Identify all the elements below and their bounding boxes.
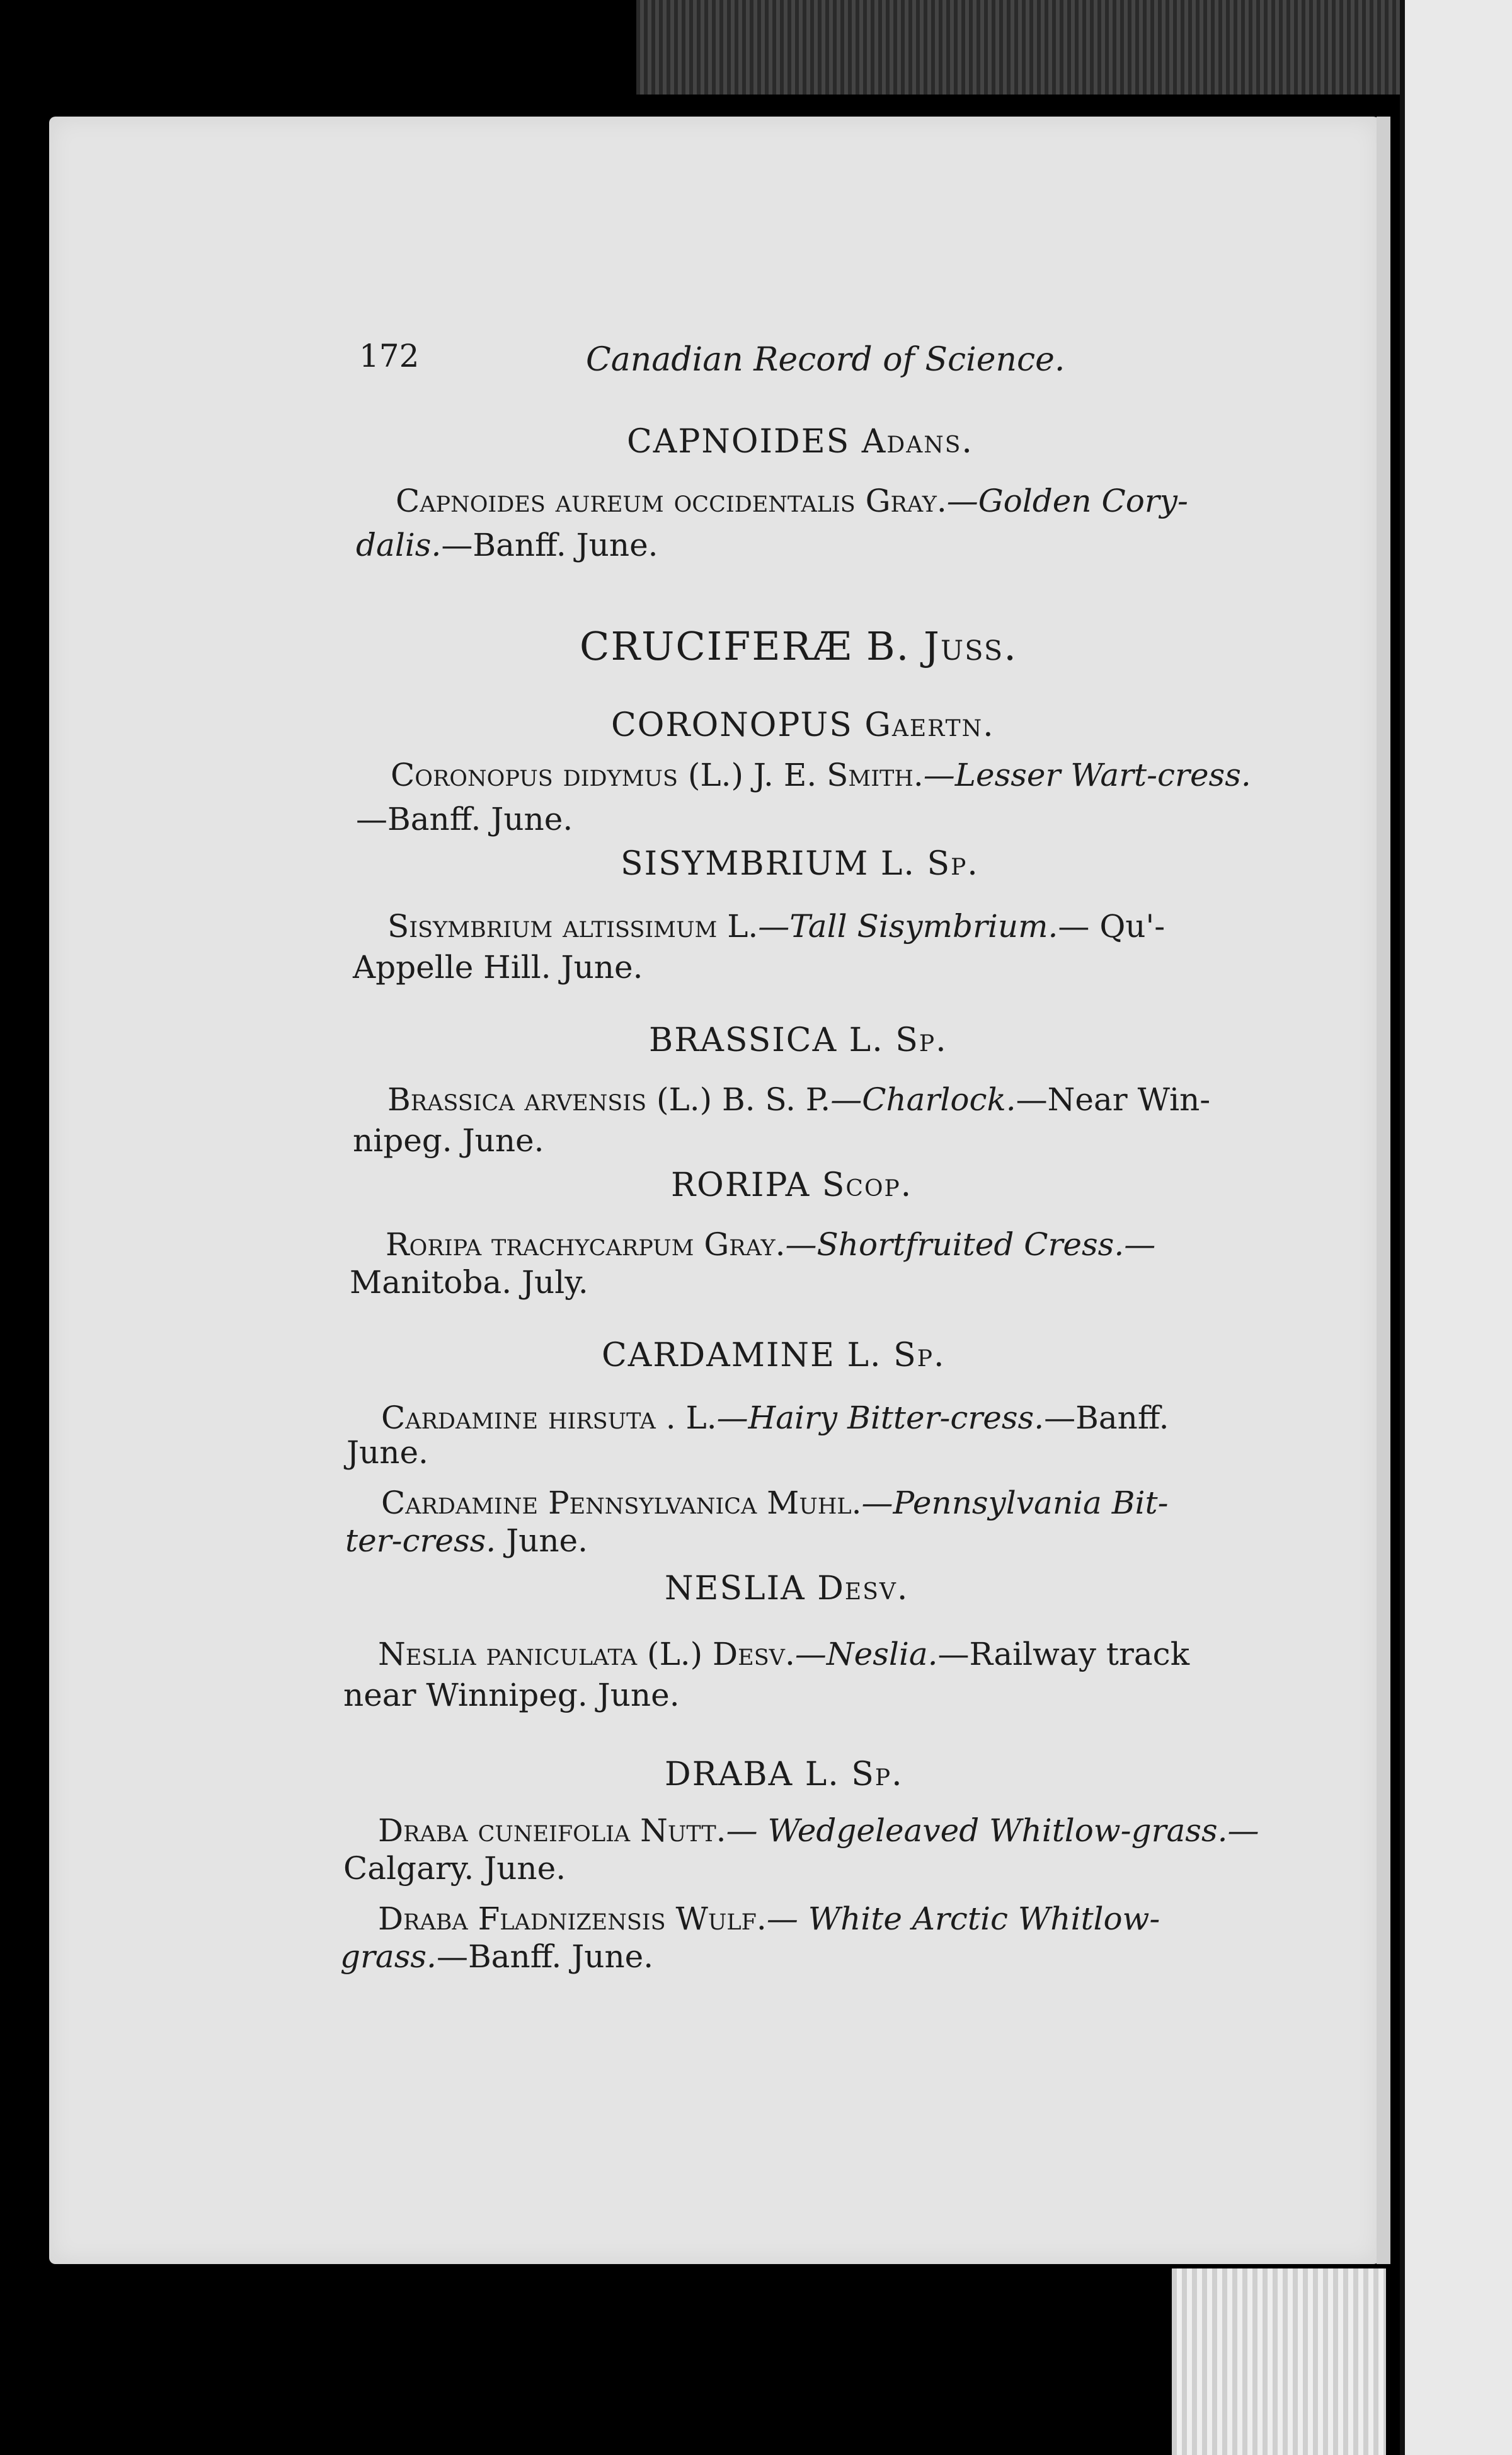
species-entry-line2: —Banff. June. [356, 801, 573, 837]
species-entry-line1: Draba cuneifolia Nutt.— Wedgeleaved Whitlow-grass.— [378, 1812, 1259, 1849]
scan-edge-top [636, 0, 1405, 95]
species-entry-line1: Brassica arvensis (L.) B. S. P.—Charlock.—Near Win- [387, 1081, 1211, 1118]
scan-edge-bottom [1172, 2268, 1386, 2455]
species-entry-line1: Neslia paniculata (L.) Desv.—Neslia.—Railway track [378, 1636, 1189, 1672]
genus-heading: CAPNOIDES Adans. [627, 423, 973, 461]
running-title: Canadian Record of Science. [586, 341, 1065, 379]
species-entry-line2: ter-cress. June. [345, 1522, 588, 1559]
adjacent-page-strip [1405, 0, 1512, 2455]
species-entry-line1: Cardamine Pennsylvanica Muhl.—Pennsylvania Bit- [381, 1485, 1169, 1521]
page-number: 172 [359, 338, 420, 374]
species-entry-line2: June. [346, 1434, 428, 1471]
genus-heading: RORIPA Scop. [671, 1166, 913, 1204]
page-spine [1377, 117, 1390, 2264]
species-entry-line2: Calgary. June. [343, 1850, 566, 1887]
genus-heading: CARDAMINE L. Sp. [602, 1337, 946, 1374]
genus-heading: BRASSICA L. Sp. [649, 1021, 948, 1059]
species-entry-line2: Manitoba. July. [350, 1264, 588, 1301]
species-entry-line2: grass.—Banff. June. [340, 1938, 654, 1975]
species-entry-line1: Sisymbrium altissimum L.—Tall Sisymbrium.— Qu'- [387, 908, 1166, 945]
genus-heading: DRABA L. Sp. [665, 1756, 903, 1793]
species-entry-line1: Draba Fladnizensis Wulf.— White Arctic Whitlow- [378, 1900, 1160, 1937]
species-entry-line1: Capnoides aureum occidentalis Gray.—Golden Cory- [396, 483, 1188, 519]
species-entry-line1: Coronopus didymus (L.) J. E. Smith.—Lesser Wart-cress. [391, 757, 1251, 793]
genus-heading: CORONOPUS Gaertn. [611, 706, 995, 744]
species-entry-line2: nipeg. June. [353, 1122, 544, 1159]
species-entry-line2: near Winnipeg. June. [343, 1677, 680, 1713]
family-heading: CRUCIFERÆ B. Juss. [580, 623, 1017, 669]
species-entry-line2: dalis.—Banff. June. [356, 527, 658, 563]
genus-heading: SISYMBRIUM L. Sp. [621, 845, 979, 883]
species-entry-line1: Cardamine hirsuta . L.—Hairy Bitter-cress.—Banff. [381, 1400, 1169, 1436]
species-entry-line2: Appelle Hill. June. [353, 949, 643, 986]
genus-heading: NESLIA Desv. [665, 1570, 909, 1607]
species-entry-line1: Roripa trachycarpum Gray.—Shortfruited Cress.— [386, 1226, 1156, 1263]
